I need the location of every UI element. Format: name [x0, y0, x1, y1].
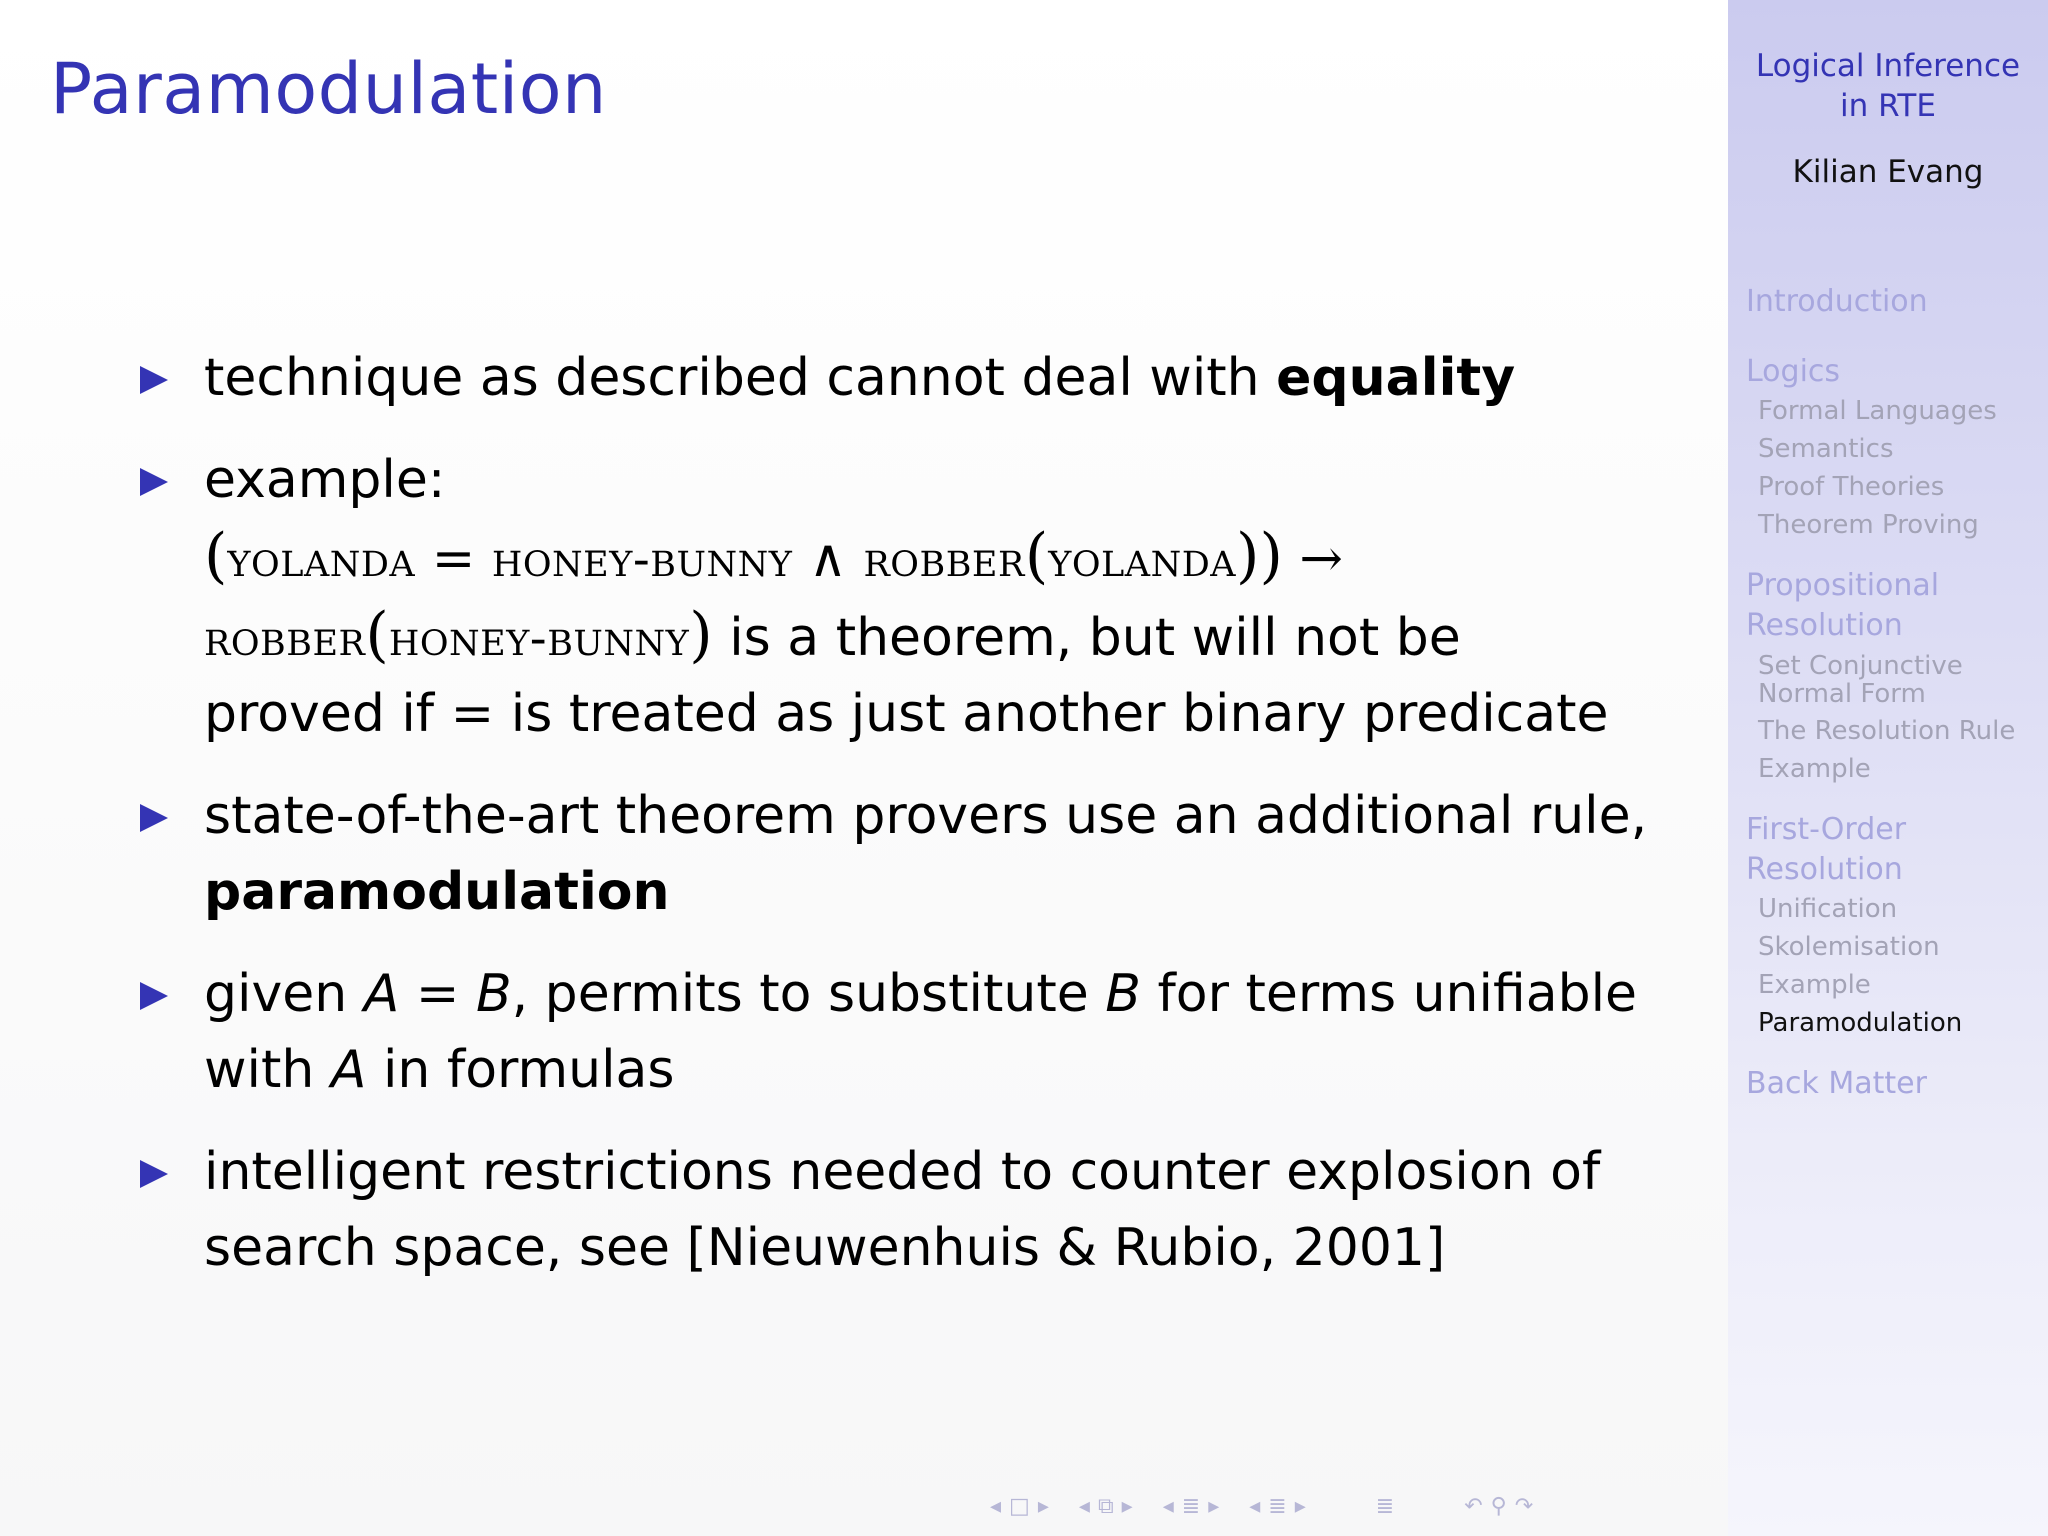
- toc-icon[interactable]: ≣: [1375, 1493, 1395, 1519]
- paren: (: [365, 600, 389, 670]
- math-variable: A: [363, 964, 400, 1024]
- beamer-navigation-bar: [990, 1486, 1541, 1526]
- toc-subsection-theorem-proving[interactable]: Theorem Proving: [1758, 510, 1979, 540]
- bullet-text: , permits to substitute: [511, 964, 1106, 1024]
- toc-subsection-formal-languages[interactable]: Formal Languages: [1758, 396, 1997, 426]
- equals-symbol: =: [415, 529, 492, 589]
- toc-subsection-resolution-rule[interactable]: The Resolution Rule: [1758, 716, 2016, 746]
- toc-section-line: Resolution: [1746, 608, 1903, 643]
- toc-section-line: First-Order: [1746, 812, 1907, 847]
- bullet-arrow-icon: [140, 804, 168, 832]
- title-line: Logical Inference: [1755, 48, 2021, 84]
- toc-subsection-paramodulation[interactable]: Paramodulation: [1758, 1008, 1963, 1038]
- constant: yolanda: [227, 530, 416, 588]
- toc-section-propositional-resolution[interactable]: [1746, 566, 2046, 646]
- bullet-text: example:: [204, 450, 446, 510]
- paren: ): [689, 600, 713, 670]
- toc-section-line: Propositional: [1746, 568, 1940, 603]
- and-symbol: ∧: [792, 529, 864, 589]
- nav-prev-icon[interactable]: ◂: [1162, 1493, 1174, 1519]
- paren: (: [204, 521, 228, 591]
- nav-next-icon[interactable]: ▸: [1037, 1493, 1049, 1519]
- paren: )): [1236, 521, 1283, 591]
- bullet-text: proved if: [204, 684, 451, 744]
- bullet-text: intelligent restrictions needed to counter explosion of search space, see [Nieuwenhuis & Rubio, 2001]: [204, 1142, 1601, 1278]
- presentation-title[interactable]: [1728, 46, 2048, 126]
- toc-section-introduction[interactable]: Introduction: [1746, 284, 1928, 319]
- bullet-bold-term: equality: [1276, 348, 1516, 408]
- constant: yolanda: [1048, 530, 1237, 588]
- subsection-icon[interactable]: ⧉: [1097, 1493, 1114, 1519]
- bullet-arrow-icon: [140, 982, 168, 1010]
- page-title: Paramodulation: [50, 48, 607, 130]
- paren: (: [1024, 521, 1049, 591]
- predicate: robber: [863, 530, 1025, 588]
- constant: honey-bunny: [491, 530, 793, 588]
- bullet-item: [140, 956, 1700, 1108]
- bullet-bold-term: paramodulation: [204, 862, 670, 922]
- bullet-text: technique as described cannot deal with: [204, 348, 1277, 408]
- nav-next-icon[interactable]: ▸: [1208, 1493, 1220, 1519]
- implies-symbol: →: [1282, 529, 1343, 589]
- formula-line: [204, 597, 1700, 676]
- toc-subsection-semantics[interactable]: Semantics: [1758, 434, 1894, 464]
- sidebar: [1728, 0, 2048, 1536]
- search-icon[interactable]: ⚲: [1490, 1493, 1507, 1519]
- bullet-arrow-icon: [140, 468, 168, 496]
- toc-subsection-skolemisation[interactable]: Skolemisation: [1758, 932, 1940, 962]
- section-icon[interactable]: ≣: [1181, 1493, 1201, 1519]
- bullet-item: [140, 340, 1700, 416]
- bullet-text: is a theorem, but will not be: [712, 608, 1461, 668]
- bullet-arrow-icon: [140, 1160, 168, 1188]
- toc-subsection-unification[interactable]: Unification: [1758, 894, 1898, 924]
- predicate: robber: [204, 609, 366, 667]
- bullet-list: [140, 340, 1700, 1312]
- undo-icon[interactable]: ↶: [1464, 1493, 1483, 1519]
- bullet-item: [140, 442, 1700, 752]
- redo-icon[interactable]: ↷: [1514, 1493, 1534, 1519]
- table-of-contents: [1746, 260, 2046, 1104]
- toc-subsection-line: Normal Form: [1758, 679, 1926, 709]
- bullet-text: for terms unifiable with: [204, 964, 1638, 1100]
- bullet-text: given: [204, 964, 364, 1024]
- title-line: in RTE: [1840, 88, 1936, 124]
- author-name: Kilian Evang: [1792, 154, 1984, 190]
- equals-symbol: =: [399, 964, 476, 1024]
- toc-section-first-order-resolution[interactable]: [1746, 810, 2046, 890]
- bullet-arrow-icon: [140, 366, 168, 394]
- toc-subsection-example[interactable]: Example: [1758, 970, 1871, 1000]
- nav-prev-icon[interactable]: ◂: [990, 1493, 1002, 1519]
- toc-section-logics[interactable]: Logics: [1746, 354, 1841, 389]
- doc-icon[interactable]: ≣: [1268, 1493, 1287, 1519]
- toc-section-line: Resolution: [1746, 852, 1903, 887]
- toc-subsection-proof-theories[interactable]: Proof Theories: [1758, 472, 1945, 502]
- toc-section-back-matter[interactable]: Back Matter: [1746, 1066, 1927, 1101]
- equals-symbol: =: [450, 684, 495, 744]
- bullet-item: [140, 778, 1700, 930]
- bullet-text: in formulas: [366, 1040, 675, 1100]
- nav-prev-icon[interactable]: ◂: [1249, 1493, 1261, 1519]
- nav-next-icon[interactable]: ▸: [1121, 1493, 1133, 1519]
- math-variable: B: [1105, 964, 1141, 1024]
- constant: honey-bunny: [388, 609, 690, 667]
- toc-subsection-example[interactable]: Example: [1758, 754, 1871, 784]
- bullet-text: state-of-the-art theorem provers use an additional rule,: [204, 786, 1648, 846]
- nav-next-icon[interactable]: ▸: [1294, 1493, 1306, 1519]
- formula-line: [204, 676, 1700, 752]
- frame-icon[interactable]: □: [1009, 1493, 1030, 1519]
- math-variable: A: [330, 1040, 367, 1100]
- toc-subsection-line: Set Conjunctive: [1758, 651, 1963, 681]
- math-variable: B: [475, 964, 512, 1024]
- toc-subsection-set-conjunctive-normal-form[interactable]: [1746, 646, 2046, 712]
- nav-prev-icon[interactable]: ◂: [1078, 1493, 1090, 1519]
- bullet-text: is treated as just another binary predicate: [494, 684, 1609, 744]
- bullet-item: [140, 1134, 1700, 1286]
- formula-line: [204, 518, 1700, 597]
